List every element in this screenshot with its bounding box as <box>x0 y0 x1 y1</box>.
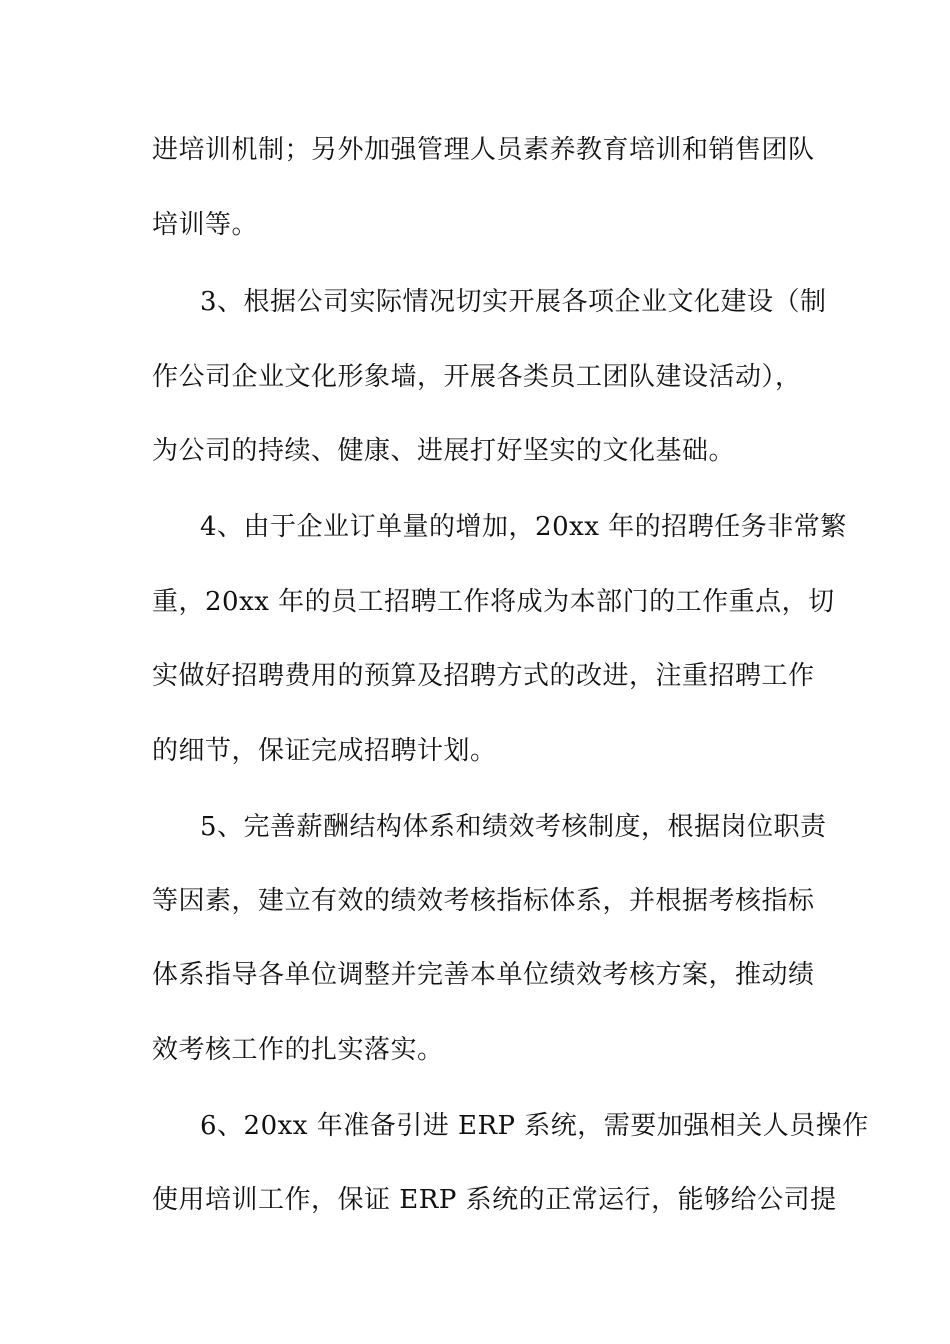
paragraph-5-line-3: 体系指导各单位调整并完善本单位绩效考核方案，推动绩 <box>152 960 815 990</box>
paragraph-4-line-4: 的细节，保证完成招聘计划。 <box>152 736 497 766</box>
paragraph-3-line-2: 作公司企业文化形象墙，开展各类员工团队建设活动）， <box>152 362 802 392</box>
paragraph-4-line-3: 实做好招聘费用的预算及招聘方式的改进，注重招聘工作 <box>152 661 815 691</box>
paragraph-5-line-4: 效考核工作的扎实落实。 <box>152 1035 444 1065</box>
paragraph-3-line-3: 为公司的持续、健康、进展打好坚实的文化基础。 <box>152 436 736 466</box>
text-line-2: 培训等。 <box>152 210 259 240</box>
paragraph-6-line-1: 6、20xx 年准备引进 ERP 系统，需要加强相关人员操作 <box>200 1111 869 1141</box>
paragraph-5-line-2: 等因素，建立有效的绩效考核指标体系，并根据考核指标 <box>152 886 815 916</box>
paragraph-4-line-1: 4、由于企业订单量的增加，20xx 年的招聘任务非常繁 <box>200 512 847 542</box>
text-line-1: 进培训机制；另外加强管理人员素养教育培训和销售团队 <box>152 135 815 165</box>
paragraph-3-line-1: 3、根据公司实际情况切实开展各项企业文化建设（制 <box>200 287 827 317</box>
paragraph-5-line-1: 5、完善薪酬结构体系和绩效考核制度，根据岗位职责 <box>200 812 827 842</box>
paragraph-6-line-2: 使用培训工作，保证 ERP 系统的正常运行，能够给公司提 <box>152 1185 837 1215</box>
paragraph-4-line-2: 重，20xx 年的员工招聘工作将成为本部门的工作重点，切 <box>152 587 835 617</box>
